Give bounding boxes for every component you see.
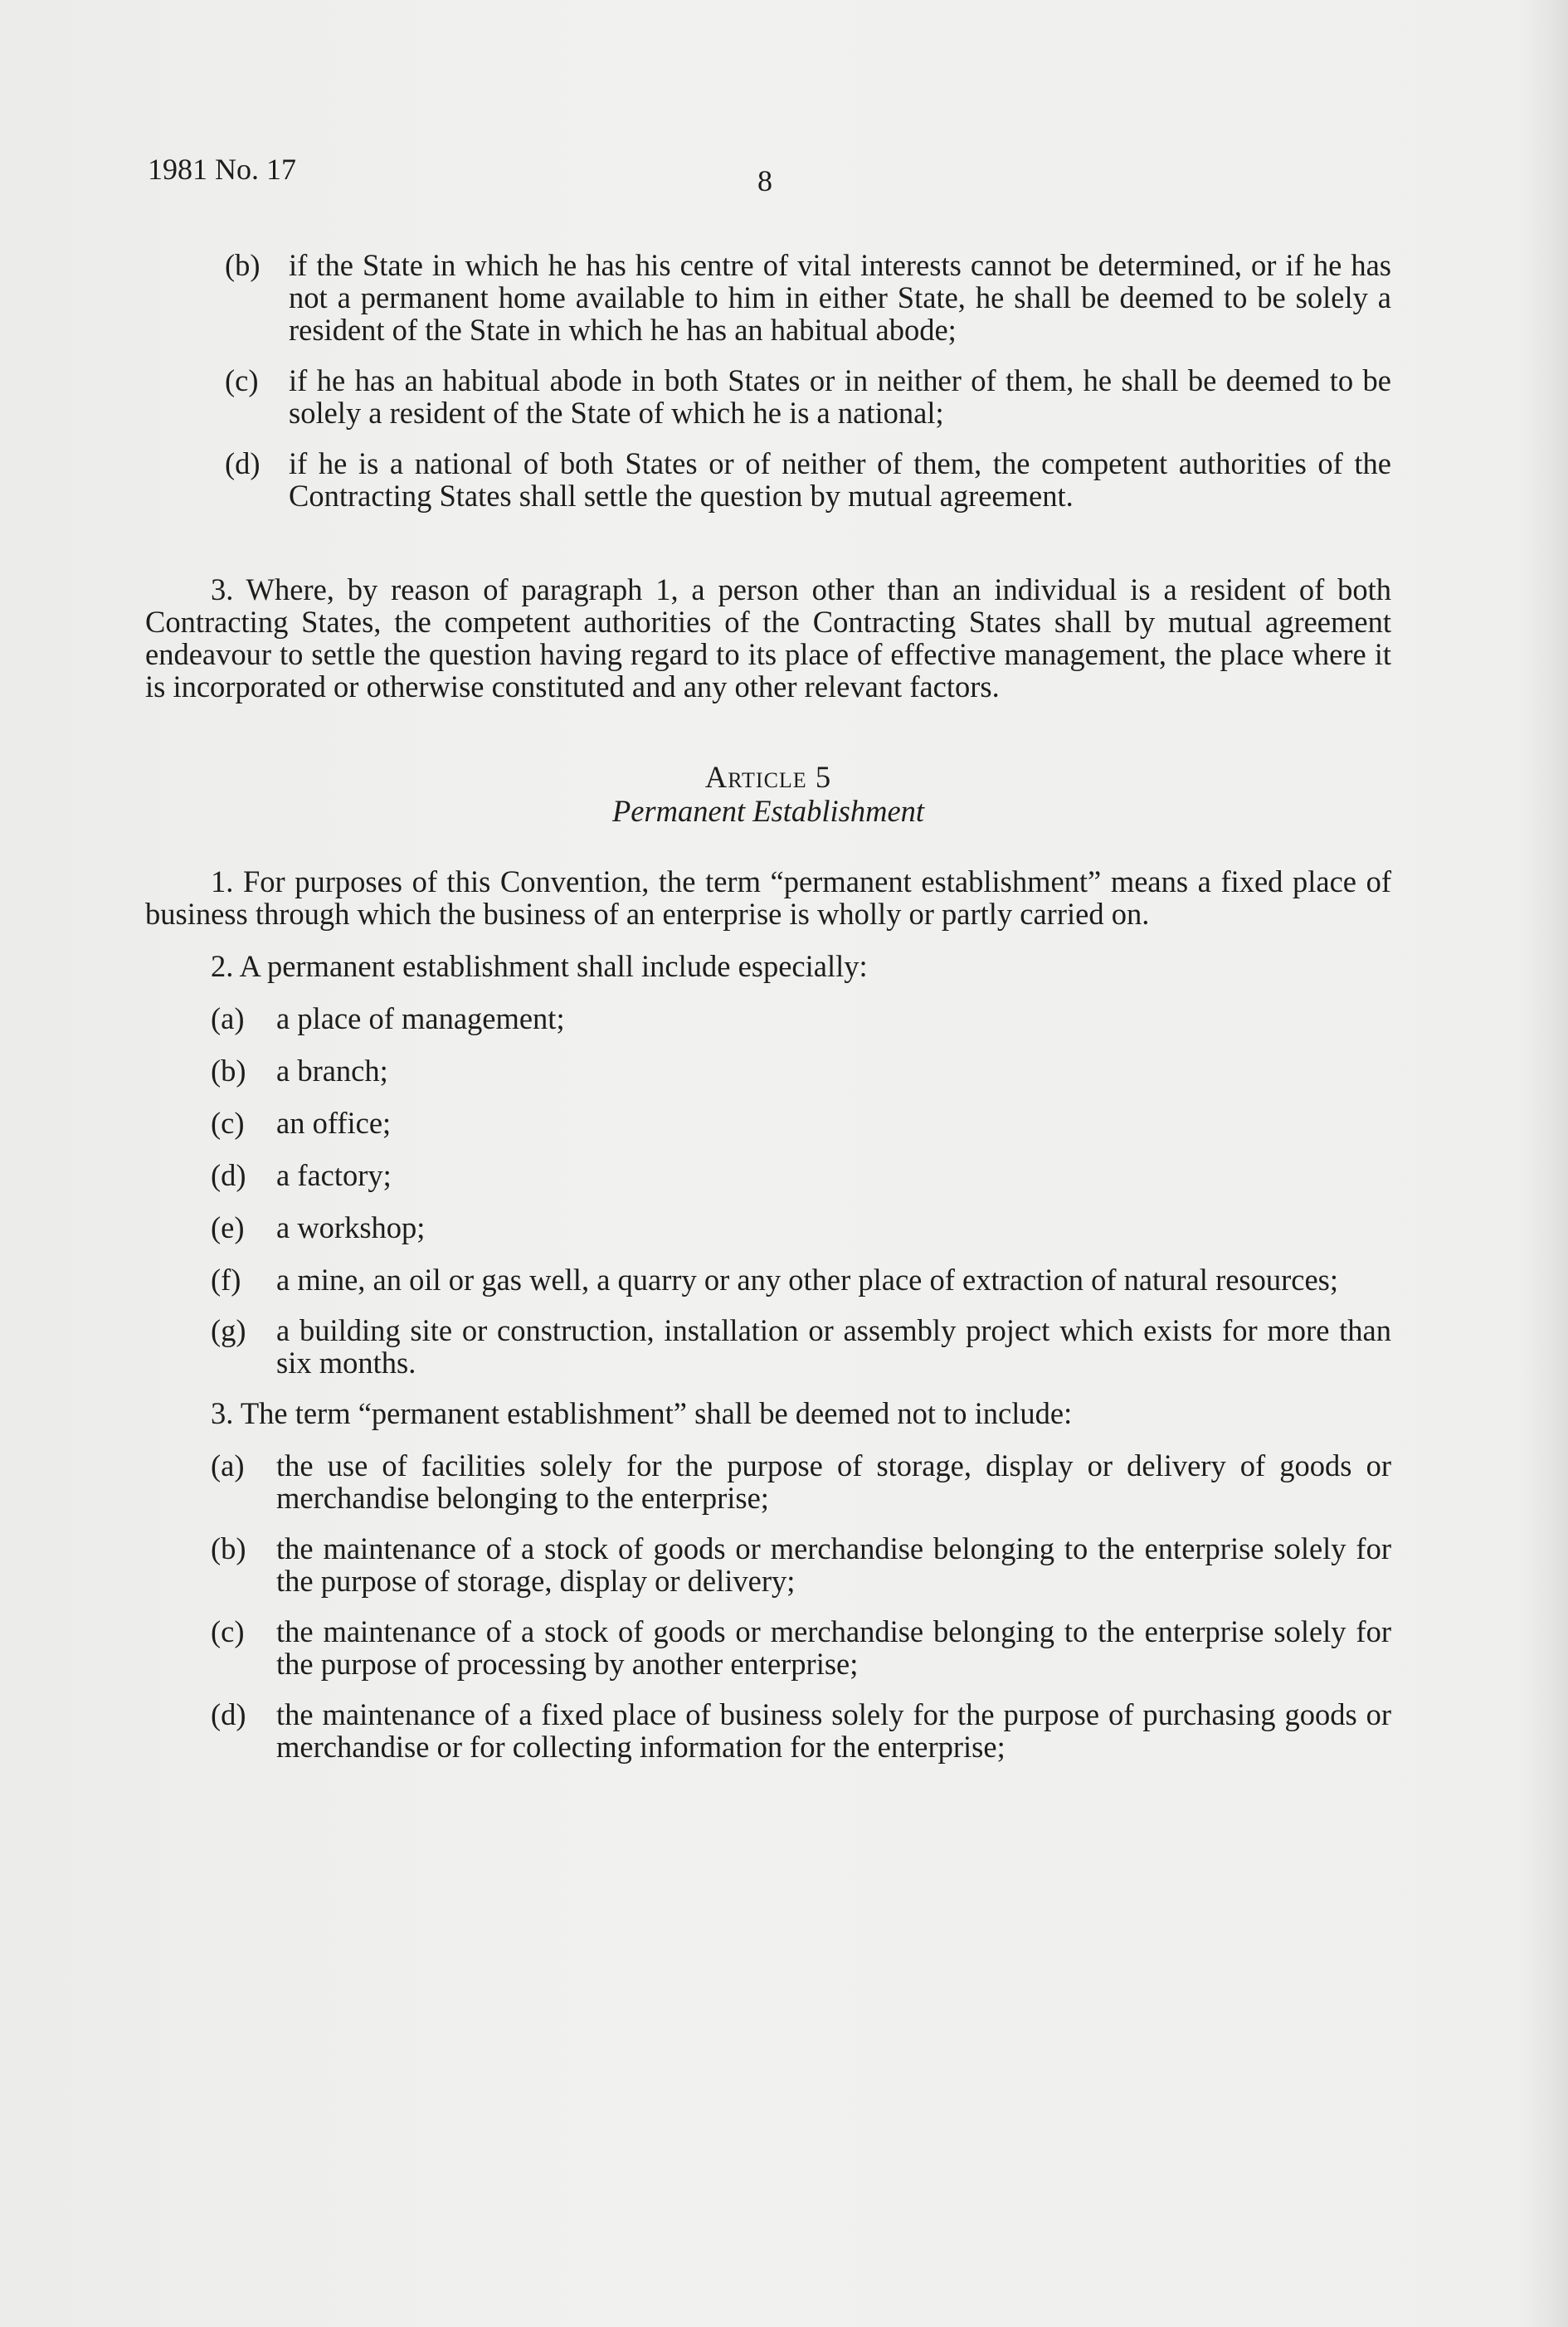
list-marker: (c) [211, 1106, 245, 1140]
list-item-text: a place of management; [276, 1001, 565, 1035]
page-edge-shadow [1518, 0, 1568, 2327]
list-item [145, 1107, 1391, 1139]
list-item-text: the maintenance of a fixed place of business solely for the purpose of purchasing goods or merchandise or for collecting information for the enterprise; [276, 1697, 1391, 1764]
list-item-text: if he is a national of both States or of neither of them, the competent authorities of the Contracting States shall settle the question by mutual agreement. [289, 446, 1391, 513]
list-item [145, 364, 1391, 429]
list-item-text: a branch; [276, 1054, 388, 1088]
establishment-list [145, 1002, 1391, 1379]
list-item-text: an office; [276, 1106, 392, 1140]
document-citation: 1981 No. 17 [148, 153, 296, 186]
list-item [145, 447, 1391, 512]
article-paragraph-2-lead: 2. A permanent establishment shall include especially: [211, 949, 868, 983]
list-marker: (c) [211, 1614, 245, 1648]
page-number: 8 [757, 164, 772, 197]
list-marker: (f) [211, 1263, 241, 1297]
list-item-text: the maintenance of a stock of goods or merchandise belonging to the enterprise solely for the purpose of processing by another enterprise; [276, 1614, 1391, 1681]
list-item-text: a factory; [276, 1158, 392, 1192]
document-body [145, 249, 1391, 1781]
list-marker: (g) [211, 1313, 246, 1347]
list-item [145, 1159, 1391, 1191]
page-header [148, 152, 1392, 202]
list-item-text: if the State in which he has his centre of vital interests cannot be determined, or if he has not a permanent home available to him in either State, he shall be deemed to be solely a resident of the State in which he has an habitual abode; [289, 248, 1391, 347]
list-marker: (a) [211, 1448, 245, 1482]
list-marker: (b) [211, 1531, 246, 1565]
list-item-text: the maintenance of a stock of goods or merchandise belonging to the enterprise solely for the purpose of storage, display or delivery; [276, 1531, 1391, 1598]
list-item [145, 1002, 1391, 1034]
list-marker: (d) [211, 1158, 246, 1192]
list-item [145, 1532, 1391, 1597]
list-item [145, 1449, 1391, 1514]
list-marker: (c) [225, 363, 259, 397]
list-item [145, 1615, 1391, 1680]
list-item-text: a workshop; [276, 1210, 426, 1244]
paragraph-3: 3. Where, by reason of paragraph 1, a person other than an individual is a resident of both Contracting States, the competent authorities of the Contracting States shall by mutual agreement endeavour to settle the question having regard to its place of effective management, the place where it is incorporated or otherwise constituted and any other relevant factors. [145, 572, 1391, 703]
list-marker: (d) [211, 1697, 246, 1731]
list-item [145, 1698, 1391, 1763]
list-marker: (e) [211, 1210, 245, 1244]
list-marker: (b) [211, 1054, 246, 1088]
list-marker: (b) [225, 248, 261, 282]
exclusion-list [145, 1449, 1391, 1763]
list-item-text: a building site or construction, installation or assembly project which exists for more than six months. [276, 1313, 1391, 1380]
list-marker: (a) [211, 1001, 245, 1035]
list-marker: (d) [225, 446, 261, 480]
list-item [145, 1054, 1391, 1087]
list-item-text: a mine, an oil or gas well, a quarry or any other place of extraction of natural resources; [276, 1263, 1339, 1297]
spacer [145, 530, 1391, 573]
list-item [145, 1263, 1391, 1296]
list-item [145, 1211, 1391, 1244]
list-item [145, 1314, 1391, 1379]
article-paragraph-3-lead: 3. The term “permanent establishment” shall be deemed not to include: [211, 1396, 1073, 1430]
article-subheading: Permanent Establishment [611, 794, 925, 828]
list-item-text: the use of facilities solely for the purpose of storage, display or delivery of goods or merchandise belonging to the enterprise; [276, 1448, 1391, 1515]
article-paragraph-1: 1. For purposes of this Convention, the term “permanent establishment” means a fixed place of business through which the business of an enterprise is wholly or partly carried on. [145, 864, 1391, 931]
list-item [145, 249, 1391, 346]
list-item-text: if he has an habitual abode in both States or in neither of them, he shall be deemed to be solely a resident of the State of which he is a national; [289, 363, 1391, 430]
article-heading: Article 5 [704, 760, 832, 794]
